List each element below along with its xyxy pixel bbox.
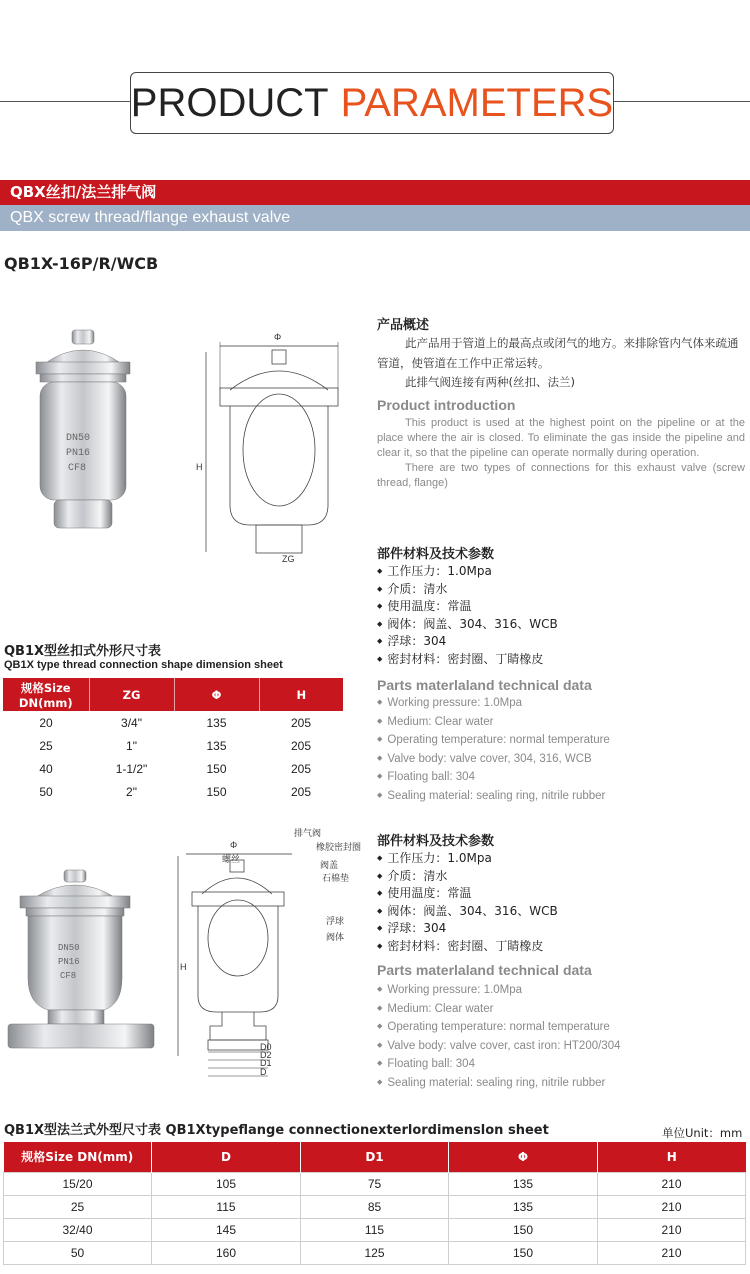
table-header: ZG [89, 678, 174, 711]
drawing2-h: H [180, 962, 187, 972]
valve2-mark-3: CF8 [60, 971, 77, 981]
table-cell: 210 [598, 1172, 746, 1195]
table-cell: 75 [301, 1172, 449, 1195]
thread-valve-photo [4, 328, 162, 553]
flange-dimension-table [3, 1142, 746, 1265]
valve2-mark-2: PN16 [58, 957, 80, 967]
table-cell: 135 [206, 715, 227, 730]
drawing2-label-1: 橡胶密封圈 [316, 842, 362, 852]
table-cell: 205 [290, 738, 312, 753]
intro-text-en-1: This product is used at the highest point on the pipeline or at the place where the air is closed. To eliminate the gas inside the pipeline and clear it, so that the pipeline can operate normally during operation. [377, 417, 745, 459]
list-item: ◆ Medium: Clear water [377, 1000, 621, 1019]
table-cell: 205 [290, 761, 312, 776]
intro-text-en-2: There are two types of connections for this exhaust valve (screw thread, flange) [377, 462, 745, 489]
list-item: ◆ 介质：清水 [377, 581, 558, 599]
drawing2-label-4: 石棉垫 [322, 873, 350, 883]
table-cell: 205 [290, 784, 312, 799]
table-row [4, 1218, 746, 1241]
table-cell: 115 [301, 1218, 449, 1241]
list-item: ◆ 密封材料：密封圈、丁睛橡皮 [377, 938, 558, 956]
table-cell: 145 [152, 1218, 301, 1241]
table-cell: 2" [126, 784, 137, 799]
section-title-cn: QBX丝扣/法兰排气阀 [0, 180, 750, 205]
thread-dimension-table [3, 678, 343, 803]
list-item: ◆ Valve body: valve cover, cast iron: HT200/304 [377, 1037, 621, 1056]
table-header: D1 [301, 1142, 449, 1172]
table-row [3, 757, 343, 780]
valve1-mark-2: PN16 [66, 448, 91, 459]
table1-title-cn: QB1X型丝扣式外形尺寸表 [4, 644, 162, 659]
table-cell: 40 [39, 761, 53, 776]
table-cell: 50 [39, 784, 53, 799]
table1-title-en: QB1X type thread connection shape dimension sheet [4, 659, 283, 671]
table-cell: 15/20 [4, 1172, 152, 1195]
drawing1-h: H [196, 462, 203, 472]
list-item: ◆ 介质：清水 [377, 868, 558, 886]
table-cell: 1" [126, 738, 137, 753]
list-item: ◆ Operating temperature: normal temperature [377, 731, 610, 750]
table-cell: 210 [598, 1218, 746, 1241]
list-item: ◆ 阀体：阀盖、304、316、WCB [377, 616, 558, 634]
table-cell: 50 [4, 1241, 152, 1264]
list-item: ◆ 浮球：304 [377, 633, 558, 651]
valve1-mark-3: CF8 [68, 463, 87, 474]
table-cell: 105 [152, 1172, 301, 1195]
table-cell: 150 [449, 1241, 598, 1264]
specs1-list-cn [377, 563, 558, 668]
list-item: ◆ Operating temperature: normal temperature [377, 1018, 621, 1037]
list-item: ◆ 浮球：304 [377, 920, 558, 938]
page-title-part2: PARAMETERS [340, 80, 614, 125]
list-item: ◆ 工作压力：1.0Mpa [377, 850, 558, 868]
specs2-heading-en: Parts materlaland technical data [377, 962, 592, 978]
drawing2-dim-d1: D1 [260, 1058, 272, 1068]
list-item: ◆ 阀体：阀盖、304、316、WCB [377, 903, 558, 921]
list-item: ◆ Sealing material: sealing ring, nitrile rubber [377, 787, 610, 806]
table-cell: 3/4" [121, 715, 142, 730]
flange-valve-drawing [172, 826, 362, 1082]
table2-unit: 单位Unit：mm [662, 1126, 743, 1140]
list-item: ◆ 使用温度：常温 [377, 598, 558, 616]
list-item: ◆ Floating ball: 304 [377, 1055, 621, 1074]
table-header: 规格Size DN(mm) [4, 1142, 152, 1172]
drawing2-phi: Φ [230, 840, 238, 850]
drawing2-label-0: 排气阀 [294, 828, 322, 838]
table-header: Φ [174, 678, 259, 711]
table-cell: 210 [598, 1195, 746, 1218]
valve2-mark-1: DN50 [58, 943, 80, 953]
model-number: QB1X-16P/R/WCB [4, 254, 159, 273]
table-cell: 85 [301, 1195, 449, 1218]
specs2-list-cn [377, 850, 558, 955]
table-cell: 25 [39, 738, 53, 753]
table-header: D [152, 1142, 301, 1172]
table-cell: 135 [449, 1172, 598, 1195]
page-title-part1: PRODUCT [130, 80, 329, 125]
table-header: 规格Size DN(mm) [3, 678, 89, 711]
list-item: ◆ Floating ball: 304 [377, 768, 610, 787]
table-cell: 125 [301, 1241, 449, 1264]
table-row [4, 1195, 746, 1218]
table-row [4, 1241, 746, 1264]
thread-valve-drawing [190, 330, 360, 565]
drawing2-label-3: 阀盖 [320, 860, 339, 870]
specs2-list-en [377, 981, 621, 1092]
table-cell: 205 [290, 715, 312, 730]
intro-text-cn-2: 此排气阀连接有两种(丝扣、法兰) [405, 375, 575, 389]
valve1-mark-1: DN50 [66, 433, 91, 444]
list-item: ◆ Medium: Clear water [377, 713, 610, 732]
specs2-heading-cn: 部件材料及技术参数 [377, 834, 495, 849]
drawing2-dim-d: D [260, 1067, 267, 1077]
drawing2-label-2: 螺丝 [222, 854, 241, 864]
drawing1-zg: ZG [282, 554, 295, 564]
table-header: H [259, 678, 343, 711]
table-cell: 135 [206, 738, 227, 753]
list-item: ◆ Valve body: valve cover, 304, 316, WCB [377, 750, 610, 769]
table-cell: 160 [152, 1241, 301, 1264]
table-cell: 150 [206, 784, 227, 799]
list-item: ◆ 密封材料：密封圈、丁睛橡皮 [377, 651, 558, 669]
table-row [4, 1172, 746, 1195]
table-row [3, 734, 343, 757]
table-cell: 32/40 [4, 1218, 152, 1241]
page-title [130, 72, 614, 134]
drawing2-dim-d0: D0 [260, 1042, 272, 1052]
list-item: ◆ 工作压力：1.0Mpa [377, 563, 558, 581]
flange-valve-photo [4, 868, 164, 1058]
list-item: ◆ 使用温度：常温 [377, 885, 558, 903]
table-row [3, 780, 343, 803]
specs1-heading-cn: 部件材料及技术参数 [377, 547, 495, 562]
title-rule-left [0, 101, 130, 102]
table-header: H [598, 1142, 746, 1172]
drawing2-label-5: 浮球 [326, 916, 345, 926]
drawing1-phi: Φ [274, 332, 282, 342]
table-cell: 210 [598, 1241, 746, 1264]
drawing2-dim-d2: D2 [260, 1050, 272, 1060]
table-cell: 135 [449, 1195, 598, 1218]
table2-title: QB1X型法兰式外型尺寸表 QB1Xtypeflange connectionexterlordimenslon sheet [4, 1123, 549, 1138]
specs1-heading-en: Parts materlaland technical data [377, 677, 592, 693]
table-row [3, 711, 343, 734]
list-item: ◆ Working pressure: 1.0Mpa [377, 694, 610, 713]
table-cell: 115 [152, 1195, 301, 1218]
list-item: ◆ Sealing material: sealing ring, nitrile rubber [377, 1074, 621, 1093]
table-cell: 150 [449, 1218, 598, 1241]
table-header: Φ [449, 1142, 598, 1172]
table-cell: 20 [39, 715, 53, 730]
section-title-en: QBX screw thread/flange exhaust valve [0, 205, 750, 231]
intro-heading-en: Product introduction [377, 397, 516, 413]
list-item: ◆ Working pressure: 1.0Mpa [377, 981, 621, 1000]
specs1-list-en [377, 694, 610, 805]
table-cell: 150 [206, 761, 227, 776]
intro-text-cn-1: 此产品用于管道上的最高点或闭气的地方。来排除管内气体来疏通管道，使管道在工作中正常运转。 [377, 336, 739, 370]
intro-heading-cn: 产品概述 [377, 318, 430, 333]
table-cell: 1-1/2" [115, 761, 148, 776]
title-rule-right [614, 101, 750, 102]
table-cell: 25 [4, 1195, 152, 1218]
drawing2-label-6: 阀体 [326, 932, 345, 942]
